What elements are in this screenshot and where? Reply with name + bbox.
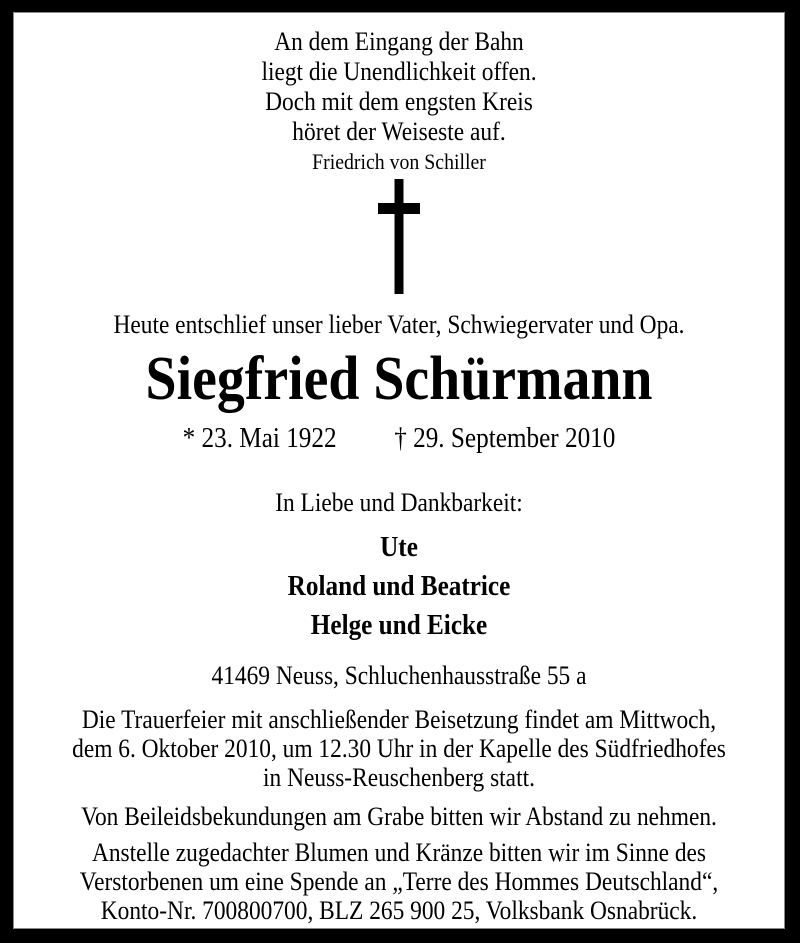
- life-dates: [53, 422, 746, 456]
- quote-attribution: Friedrich von Schiller: [312, 149, 486, 174]
- obituary-notice: [13, 12, 785, 929]
- condolence-note: Von Beileidsbekundungen am Grabe bitten wir Abstand zu nehmen.: [81, 802, 717, 831]
- opening-quote: [14, 13, 784, 147]
- mourner-name: Roland und Beatrice: [287, 571, 511, 602]
- announcement-line: Heute entschlief unser lieber Vater, Schwiegervater und Opa.: [113, 310, 685, 339]
- mourner-name: Helge und Eicke: [310, 610, 488, 641]
- funeral-details: [14, 705, 784, 792]
- farewell-line: In Liebe und Dankbarkeit:: [275, 488, 523, 517]
- funeral-details-line: Die Trauerfeier mit anschließender Beisetzung findet am Mittwoch,: [81, 705, 717, 734]
- quote-line: Doch mit dem engsten Kreis: [265, 87, 533, 116]
- latin-cross-icon: [378, 179, 420, 294]
- deceased-name: Siegfried Schürmann: [145, 345, 653, 413]
- donation-request-line: Anstelle zugedachter Blumen und Kränze bitten wir im Sinne des: [91, 838, 707, 867]
- cross-vertical-bar: [395, 179, 404, 294]
- birth-date: * 23. Mai 1922: [182, 423, 337, 454]
- funeral-details-line: dem 6. Oktober 2010, um 12.30 Uhr in der Kapelle des Südfriedhofes: [72, 734, 726, 763]
- death-date: † 29. September 2010: [394, 423, 616, 454]
- cross-horizontal-bar: [378, 203, 420, 214]
- quote-line: An dem Eingang der Bahn: [274, 27, 524, 56]
- funeral-details-line: in Neuss-Reuschenberg statt.: [263, 763, 535, 792]
- address-line: 41469 Neuss, Schluchenhausstraße 55 a: [211, 661, 587, 690]
- donation-request-line: Verstorbenen um eine Spende an „Terre des Hommes Deutschland“,: [79, 867, 719, 896]
- mourner-name: Ute: [380, 532, 418, 563]
- mourners-list: [14, 528, 784, 645]
- quote-line: liegt die Unendlichkeit offen.: [261, 57, 537, 86]
- donation-request: [14, 838, 784, 925]
- quote-line: höret der Weiseste auf.: [292, 117, 506, 146]
- donation-request-line: Konto-Nr. 700800700, BLZ 265 900 25, Volksbank Osnabrück.: [100, 896, 698, 925]
